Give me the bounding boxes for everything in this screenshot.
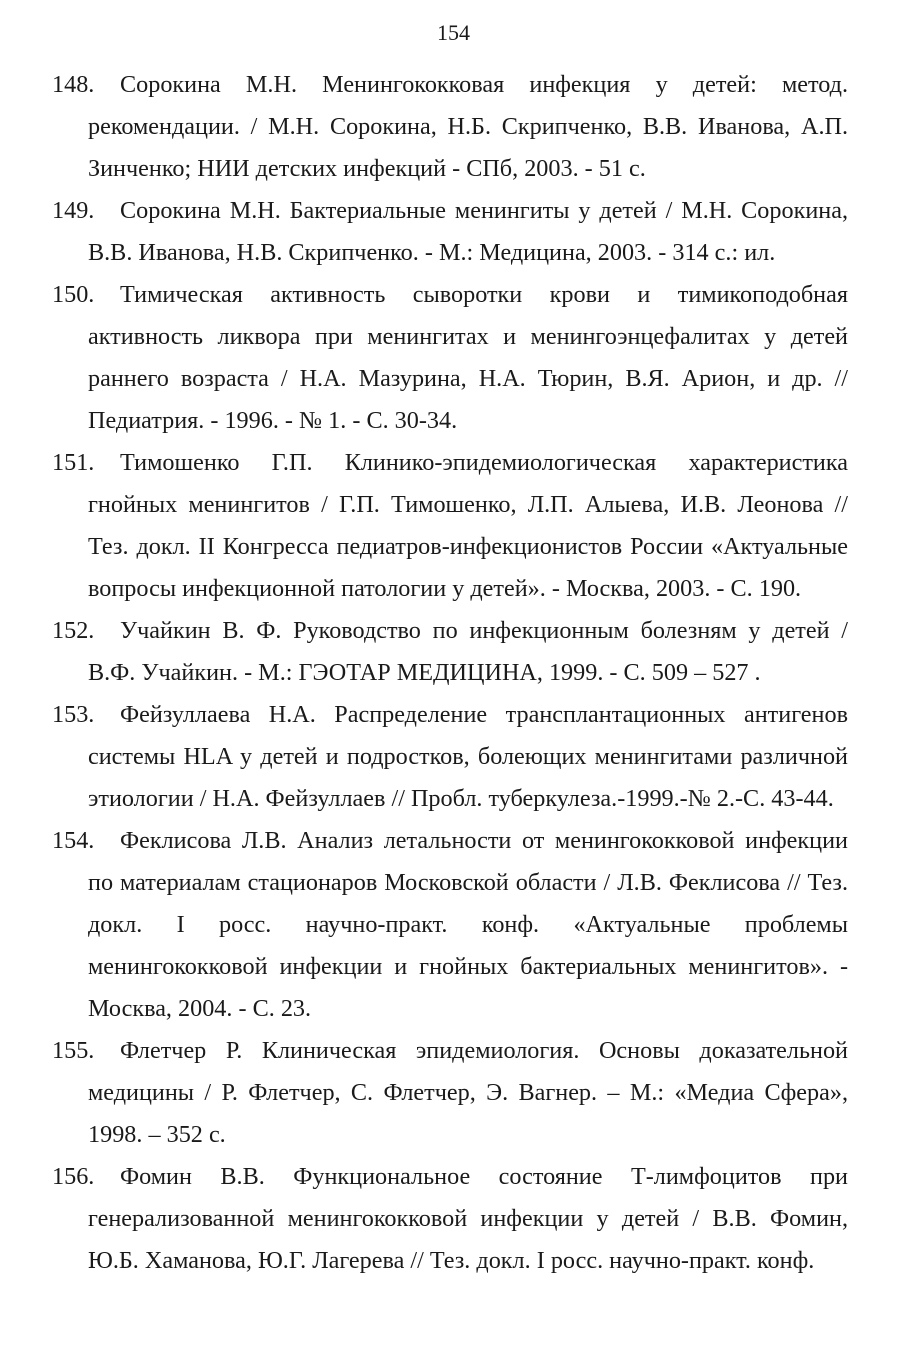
reference-number: 156. [52, 1163, 95, 1190]
reference-number: 153. [52, 701, 95, 728]
reference-number: 151. [52, 449, 95, 476]
reference-number: 149. [52, 197, 95, 224]
reference-item [52, 1030, 848, 1156]
reference-text: Тимическая активность сыворотки крови и тимикоподобная активность ликвора при менингитах и менингоэнцефалитах у детей раннего возраста / Н.А. Мазурина, Н.А. Тюрин, В.Я. Арион, и др. // Педиатрия. - 1996. - № 1. - С. 30-34. [88, 281, 848, 434]
reference-item [52, 442, 848, 610]
reference-item [52, 694, 848, 820]
reference-item [52, 190, 848, 274]
reference-text: Сорокина М.Н. Бактериальные менингиты у детей / М.Н. Сорокина, В.В. Иванова, Н.В. Скрипченко. - М.: Медицина, 2003. - 314 с.: ил. [88, 197, 848, 266]
page-number: 154 [437, 20, 470, 45]
reference-number: 152. [52, 617, 95, 644]
reference-text: Учайкин В. Ф. Руководство по инфекционным болезням у детей / В.Ф. Учайкин. - М.: ГЭОТАР МЕДИЦИНА, 1999. - С. 509 – 527 . [88, 617, 848, 686]
reference-list [52, 64, 848, 1282]
reference-number: 148. [52, 71, 95, 98]
reference-item [52, 610, 848, 694]
reference-item [52, 820, 848, 1030]
reference-number: 154. [52, 827, 95, 854]
reference-text: Сорокина М.Н. Менингококковая инфекция у детей: метод. рекомендации. / М.Н. Сорокина, Н.Б. Скрипченко, В.В. Иванова, А.П. Зинченко; НИИ детских инфекций - СПб, 2003. - 51 с. [88, 71, 848, 182]
reference-text: Фейзуллаева Н.А. Распределение трансплантационных антигенов системы HLA у детей и подростков, болеющих менингитами различной этиологии / Н.А. Фейзуллаев // Пробл. туберкулеза.-1999.-№ 2.-С. 43-44. [88, 701, 848, 812]
reference-number: 155. [52, 1037, 95, 1064]
reference-text: Фомин В.В. Функциональное состояние Т-лимфоцитов при генерализованной менингококковой инфекции у детей / В.В. Фомин, Ю.Б. Хаманова, Ю.Г. Лагерева // Тез. докл. I росс. научно-практ. конф. [88, 1163, 848, 1274]
reference-item [52, 64, 848, 190]
reference-item [52, 274, 848, 442]
reference-item [52, 1156, 848, 1282]
reference-text: Феклисова Л.В. Анализ летальности от менингококковой инфекции по материалам стационаров Московской области / Л.В. Феклисова // Тез. докл. I росс. научно-практ. конф. «Актуальные проблемы менингококковой инфекции и гнойных бактериальных менингитов». - Москва, 2004. - С. 23. [88, 827, 848, 1022]
reference-text: Тимошенко Г.П. Клинико-эпидемиологическая характеристика гнойных менингитов / Г.П. Тимошенко, Л.П. Алыева, И.В. Леонова // Тез. докл. II Конгресса педиатров-инфекционистов России «Актуальные вопросы инфекционной патологии у детей». - Москва, 2003. - С. 190. [88, 449, 848, 602]
reference-number: 150. [52, 281, 95, 308]
reference-text: Флетчер Р. Клиническая эпидемиология. Основы доказательной медицины / Р. Флетчер, С. Флетчер, Э. Вагнер. – М.: «Медиа Сфера», 1998. – 352 с. [88, 1037, 848, 1148]
